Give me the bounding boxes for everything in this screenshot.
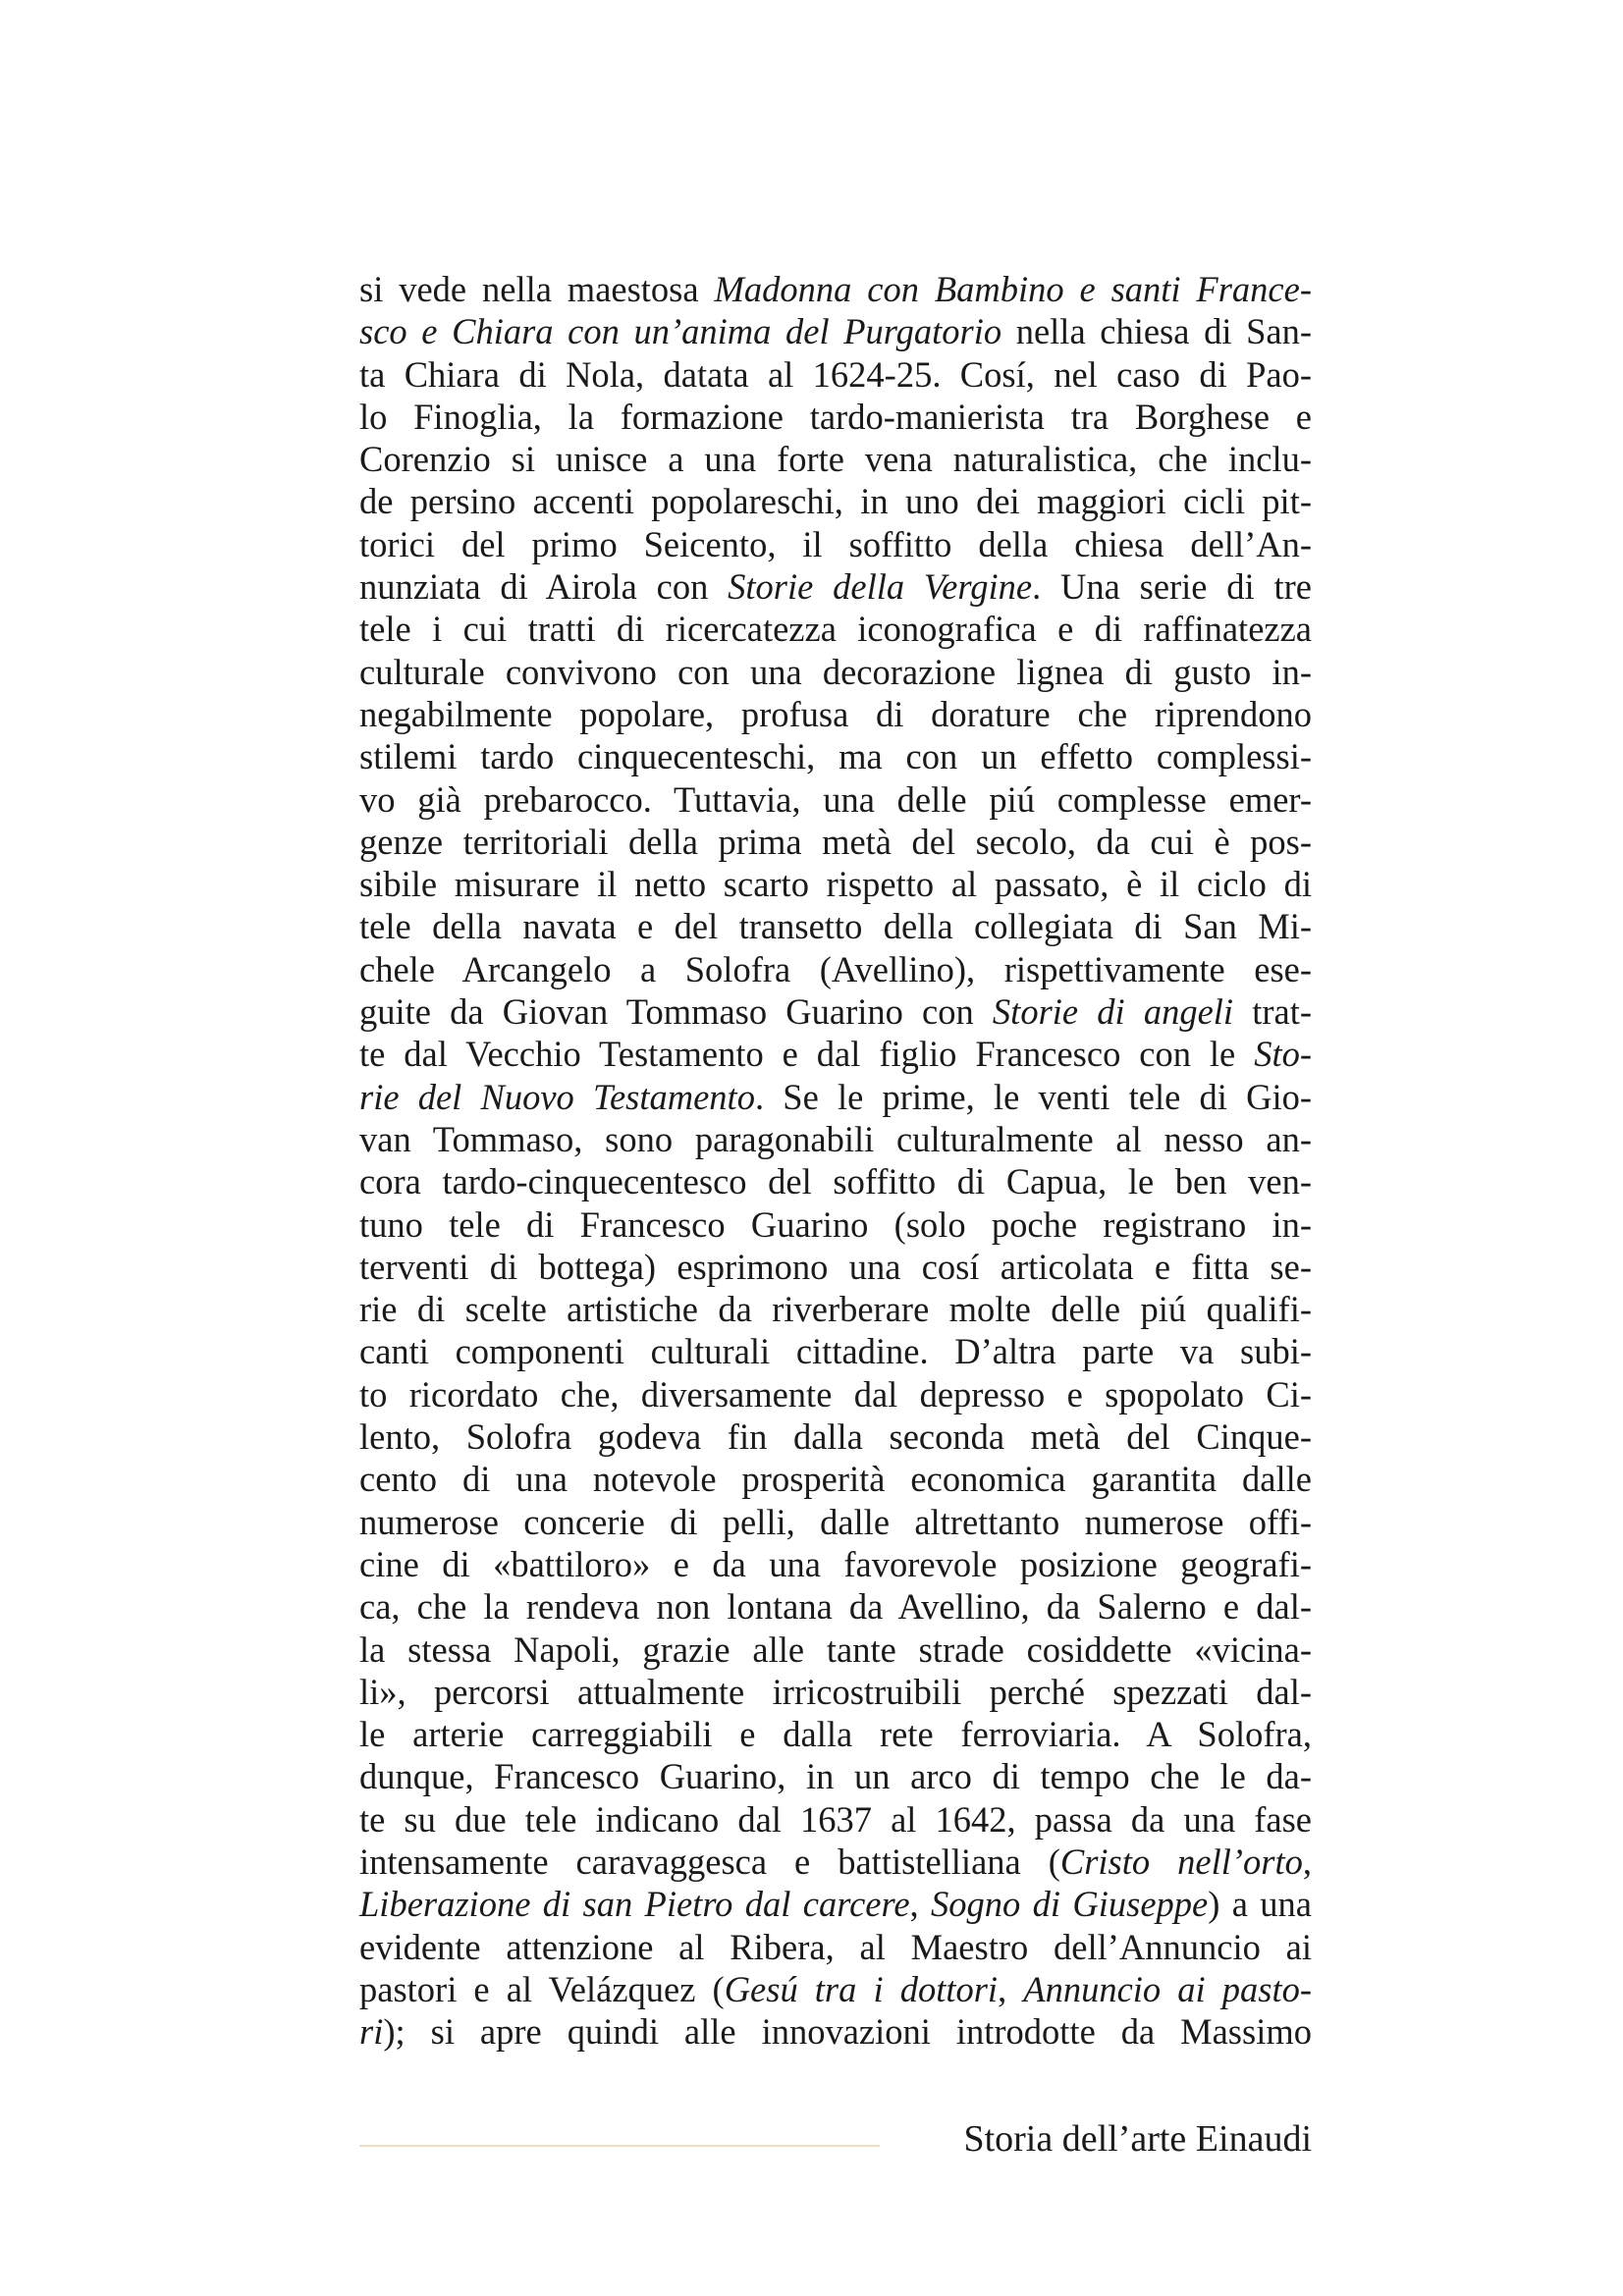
text-run: , [1302, 1841, 1312, 1882]
text-run: te dal Vecchio Testamento e dal figlio Francesco con le [359, 1034, 1255, 1075]
text-line [359, 1203, 1312, 1246]
text-run: . Una serie di tre [1032, 566, 1312, 608]
italic-title: ri [359, 2011, 384, 2053]
footer-title: Storia dell’arte Einaudi [963, 2118, 1312, 2160]
italic-title: Sogno di Giuseppe [931, 1884, 1209, 1925]
text-run: li», percorsi attualmente irricostruibili perché spezzati dal- [359, 1671, 1312, 1712]
text-line [359, 1288, 1312, 1330]
text-line [359, 1585, 1312, 1628]
italic-title: Cristo nell’orto [1059, 1841, 1303, 1882]
text-run: te su due tele indicano dal 1637 al 1642, passa da una fase [359, 1798, 1312, 1840]
text-line [359, 523, 1312, 565]
text-run: nella chiesa di San- [1001, 311, 1312, 352]
text-run: ta Chiara di Nola, datata al 1624-25. Cosí, nel caso di Pao- [359, 353, 1312, 395]
text-line [359, 778, 1312, 821]
italic-title: Storie della Vergine [728, 566, 1033, 608]
text-line [359, 948, 1312, 990]
text-line [359, 565, 1312, 608]
text-run: tele della navata e del transetto della collegiata di San Mi- [359, 906, 1312, 947]
footer-rule [359, 2145, 880, 2147]
text-run: ); si apre quindi alle innovazioni introdotte da Massimo [383, 2011, 1312, 2053]
text-run: evidente attenzione al Ribera, al Maestro dell’Annuncio ai [359, 1926, 1312, 1967]
text-run: nunziata di Airola con [359, 566, 729, 608]
text-run: chele Arcangelo a Solofra (Avellino), rispettivamente ese- [359, 948, 1312, 989]
text-line [359, 693, 1312, 735]
text-run: stilemi tardo cinquecenteschi, ma con un effetto complessi- [359, 736, 1312, 777]
text-run: culturale convivono con una decorazione lignea di gusto in- [359, 651, 1312, 692]
text-run: rie di scelte artistiche da riverberare molte delle piú qualifi- [359, 1289, 1312, 1330]
italic-title: rie del Nuovo Testamento [359, 1076, 755, 1117]
text-run: pastori e al Velázquez ( [359, 1968, 725, 2009]
text-run: la stessa Napoli, grazie alle tante strade cosiddette «vicina- [359, 1629, 1312, 1670]
text-line [359, 480, 1312, 522]
text-line [359, 1798, 1312, 1841]
text-line [359, 1076, 1312, 1118]
text-line [359, 1926, 1312, 1968]
italic-title: Sto- [1254, 1034, 1312, 1075]
text-line [359, 651, 1312, 693]
text-line [359, 1841, 1312, 1883]
text-line [359, 1543, 1312, 1585]
italic-title: Gesú tra i dottori [724, 1968, 999, 2009]
text-line [359, 1160, 1312, 1202]
text-line [359, 735, 1312, 777]
text-run: sibile misurare il netto scarto rispetto al passato, è il ciclo di [359, 864, 1312, 905]
text-run: le arterie carreggiabili e dalla rete ferroviaria. A Solofra, [359, 1714, 1312, 1755]
text-line [359, 608, 1312, 650]
text-line [359, 1713, 1312, 1755]
text-run: de persino accenti popolareschi, in uno dei maggiori cicli pit- [359, 481, 1312, 522]
text-run: tuno tele di Francesco Guarino (solo poche registrano in- [359, 1203, 1312, 1245]
text-line [359, 1629, 1312, 1671]
text-run: canti componenti culturali cittadine. D’altra parte va subi- [359, 1331, 1312, 1372]
text-run: vo già prebarocco. Tuttavia, una delle piú complesse emer- [359, 778, 1312, 820]
text-run: lento, Solofra godeva fin dalla seconda metà del Cinque- [359, 1416, 1312, 1458]
text-run: si vede nella maestosa [359, 269, 715, 309]
text-line [359, 2010, 1312, 2053]
text-line [359, 1755, 1312, 1797]
italic-title: Storie di angeli [992, 991, 1234, 1033]
text-run: guite da Giovan Tommaso Guarino con [359, 991, 993, 1033]
text-run: lo Finoglia, la formazione tardo-manierista tra Borghese e [359, 396, 1312, 437]
text-line [359, 1671, 1312, 1713]
text-run: , [998, 1968, 1024, 2009]
text-line [359, 1883, 1312, 1925]
text-line [359, 1373, 1312, 1415]
text-run: ca, che la rendeva non lontana da Avellino, da Salerno e dal- [359, 1586, 1312, 1628]
text-run: tele i cui tratti di ricercatezza iconografica e di raffinatezza [359, 609, 1312, 650]
italic-title: Annuncio ai pasto- [1023, 1968, 1312, 2009]
italic-title: sco e Chiara con un’anima del Purgatorio [359, 311, 1002, 352]
text-run: numerose concerie di pelli, dalle altrettanto numerose offi- [359, 1501, 1312, 1542]
text-line [359, 1330, 1312, 1372]
text-run: terventi di bottega) esprimono una cosí articolata e fitta se- [359, 1246, 1312, 1287]
text-line [359, 821, 1312, 863]
text-run: cento di una notevole prosperità economica garantita dalle [359, 1459, 1312, 1500]
text-line [359, 1246, 1312, 1288]
italic-title: Madonna con Bambino e santi France- [714, 269, 1312, 309]
text-line [359, 1458, 1312, 1500]
text-line [359, 1118, 1312, 1160]
text-run: negabilmente popolare, profusa di dorature che riprendono [359, 693, 1312, 734]
text-line [359, 268, 1312, 310]
text-run: Corenzio si unisce a una forte vena naturalistica, che inclu- [359, 439, 1312, 480]
italic-title: Liberazione di san Pietro dal carcere [359, 1884, 910, 1925]
text-line [359, 990, 1312, 1033]
text-line [359, 1501, 1312, 1543]
text-line [359, 1968, 1312, 2010]
text-run: cora tardo-cinquecentesco del soffitto di Capua, le ben ven- [359, 1161, 1312, 1202]
text-run: trat- [1233, 991, 1313, 1033]
text-run: to ricordato che, diversamente dal depresso e spopolato Ci- [359, 1373, 1312, 1415]
text-line [359, 353, 1312, 396]
text-line [359, 905, 1312, 947]
text-line [359, 438, 1312, 480]
body-text [359, 268, 1312, 2053]
text-run: dunque, Francesco Guarino, in un arco di tempo che le da- [359, 1756, 1312, 1797]
text-run: intensamente caravaggesca e battistelliana ( [359, 1841, 1060, 1882]
text-line [359, 396, 1312, 438]
text-run: van Tommaso, sono paragonabili culturalmente al nesso an- [359, 1118, 1312, 1159]
text-line [359, 1415, 1312, 1458]
text-run: torici del primo Seicento, il soffitto della chiesa dell’An- [359, 523, 1312, 564]
text-line [359, 310, 1312, 352]
text-run: ) a una [1208, 1884, 1312, 1925]
text-line [359, 863, 1312, 905]
text-run: . Se le prime, le venti tele di Gio- [754, 1076, 1312, 1117]
text-run: , [909, 1884, 932, 1925]
text-run: cine di «battiloro» e da una favorevole posizione geografi- [359, 1543, 1312, 1584]
text-line [359, 1033, 1312, 1075]
text-run: genze territoriali della prima metà del secolo, da cui è pos- [359, 821, 1312, 862]
